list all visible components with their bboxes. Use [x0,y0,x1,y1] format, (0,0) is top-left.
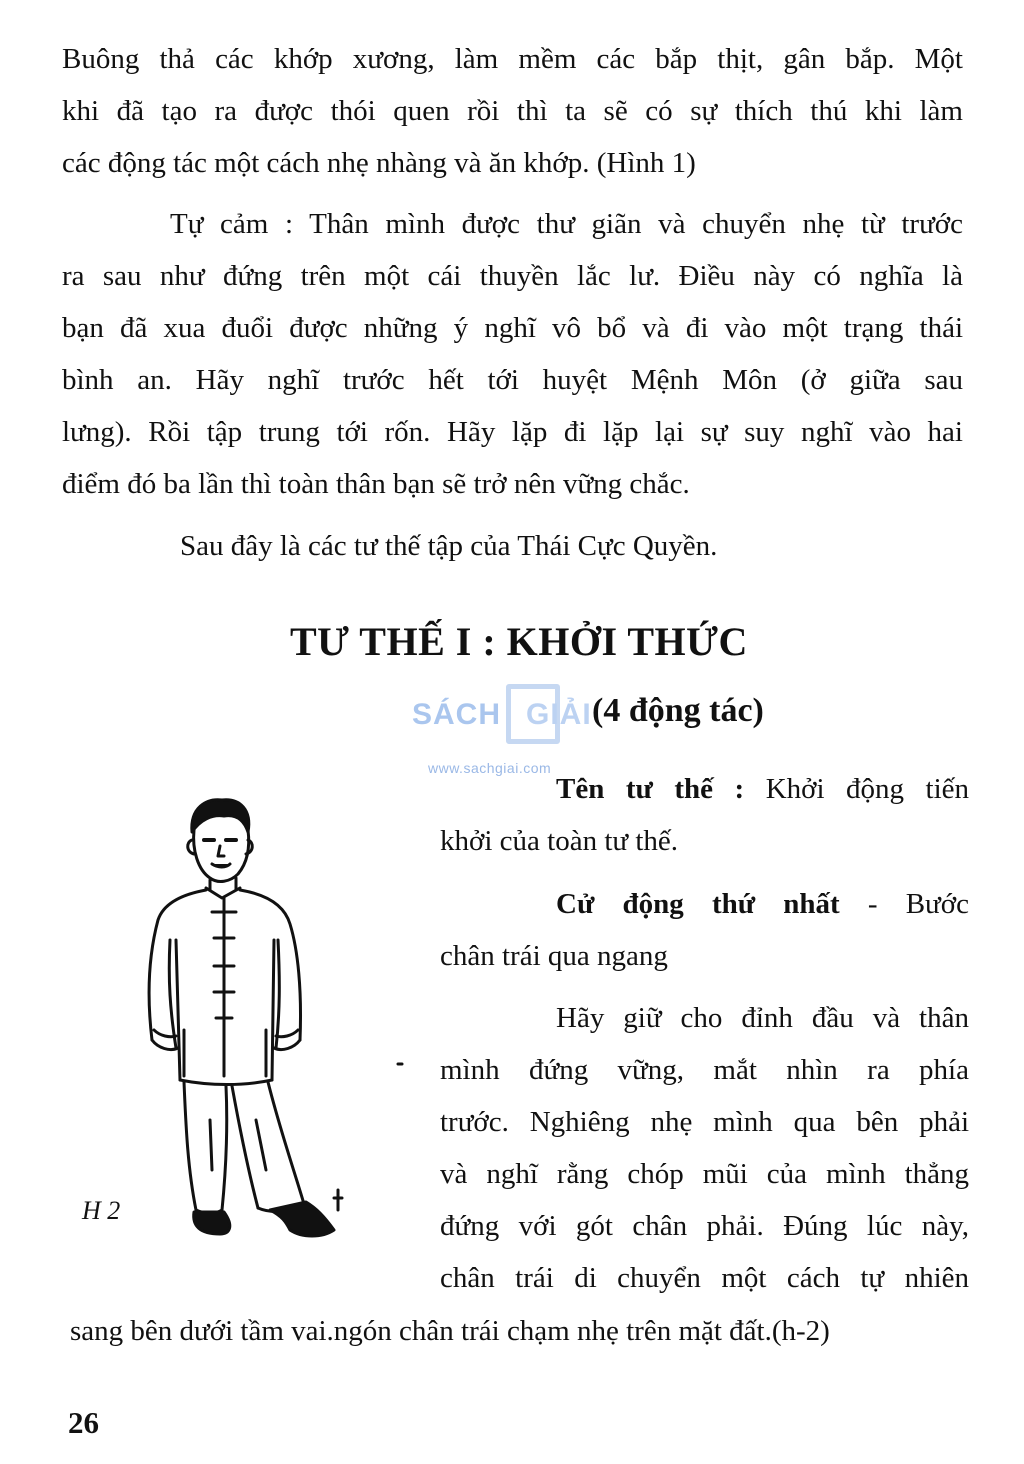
desc-line-2: mình đứng vững, mắt nhìn ra phía [440,1054,969,1086]
standing-figure-illustration [140,790,410,1260]
desc-line-1: Hãy giữ cho đỉnh đầu và thân [556,1002,969,1034]
intro-line-10: Sau đây là các tư thế tập của Thái Cực Quyền. [180,530,718,562]
figure-label: H 2 [82,1196,121,1225]
desc-line-5: đứng với gót chân phải. Đúng lúc này, [440,1210,969,1242]
desc-line-3: trước. Nghiêng nhẹ mình qua bên phải [440,1106,969,1138]
page-number: 26 [68,1405,99,1440]
watermark-frame [506,684,560,744]
posture-name-line-1 [556,775,969,804]
movement-line-1 [556,890,969,919]
intro-line-4: Tự cảm : Thân mình được thư giãn và chuyển nhẹ từ trước [170,208,963,240]
watermark-brand-right: GIẢI [526,698,592,731]
posture-name-line-2: khởi của toàn tư thế. [440,825,679,857]
desc-line-6: chân trái di chuyển một cách tự nhiên [440,1262,969,1294]
intro-line-6: bạn đã xua đuổi được những ý nghĩ vô bổ và đi vào một trạng thái [62,312,963,344]
intro-line-8: lưng). Rồi tập trung tới rốn. Hãy lặp đi lặp lại sự suy nghĩ vào hai [62,416,963,448]
posture-name-label: Tên tư thế : [556,773,745,805]
movement-label: Cử động thứ nhất [556,888,840,920]
intro-line-5: ra sau như đứng trên một cái thuyền lắc lư. Điều này có nghĩa là [62,260,963,292]
intro-line-9: điểm đó ba lần thì toàn thân bạn sẽ trở nên vững chắc. [62,468,690,500]
desc-last-line: sang bên dưới tầm vai.ngón chân trái chạm nhẹ trên mặt đất.(h-2) [70,1315,830,1347]
watermark-brand-left: SÁCH [412,698,502,731]
intro-line-2: khi đã tạo ra được thói quen rồi thì ta sẽ có sự thích thú khi làm [62,95,963,127]
intro-line-1: Buông thả các khớp xương, làm mềm các bắp thịt, gân bắp. Một [62,43,963,75]
posture-name-text: Khởi động tiến [765,773,970,805]
section-subtitle: (4 động tác) [592,692,764,729]
watermark-url: www.sachgiai.com [428,760,552,776]
movement-line-2: chân trái qua ngang [440,940,668,972]
intro-line-3: các động tác một cách nhẹ nhàng và ăn khớp. (Hình 1) [62,147,696,179]
intro-line-7: bình an. Hãy nghĩ trước hết tới huyệt Mệnh Môn (ở giữa sau [62,364,963,396]
section-title: TƯ THẾ I : KHỞI THỨC [290,619,748,664]
desc-line-4: và nghĩ rằng chóp mũi của mình thẳng [440,1158,969,1190]
movement-text: - Bước [867,888,969,920]
